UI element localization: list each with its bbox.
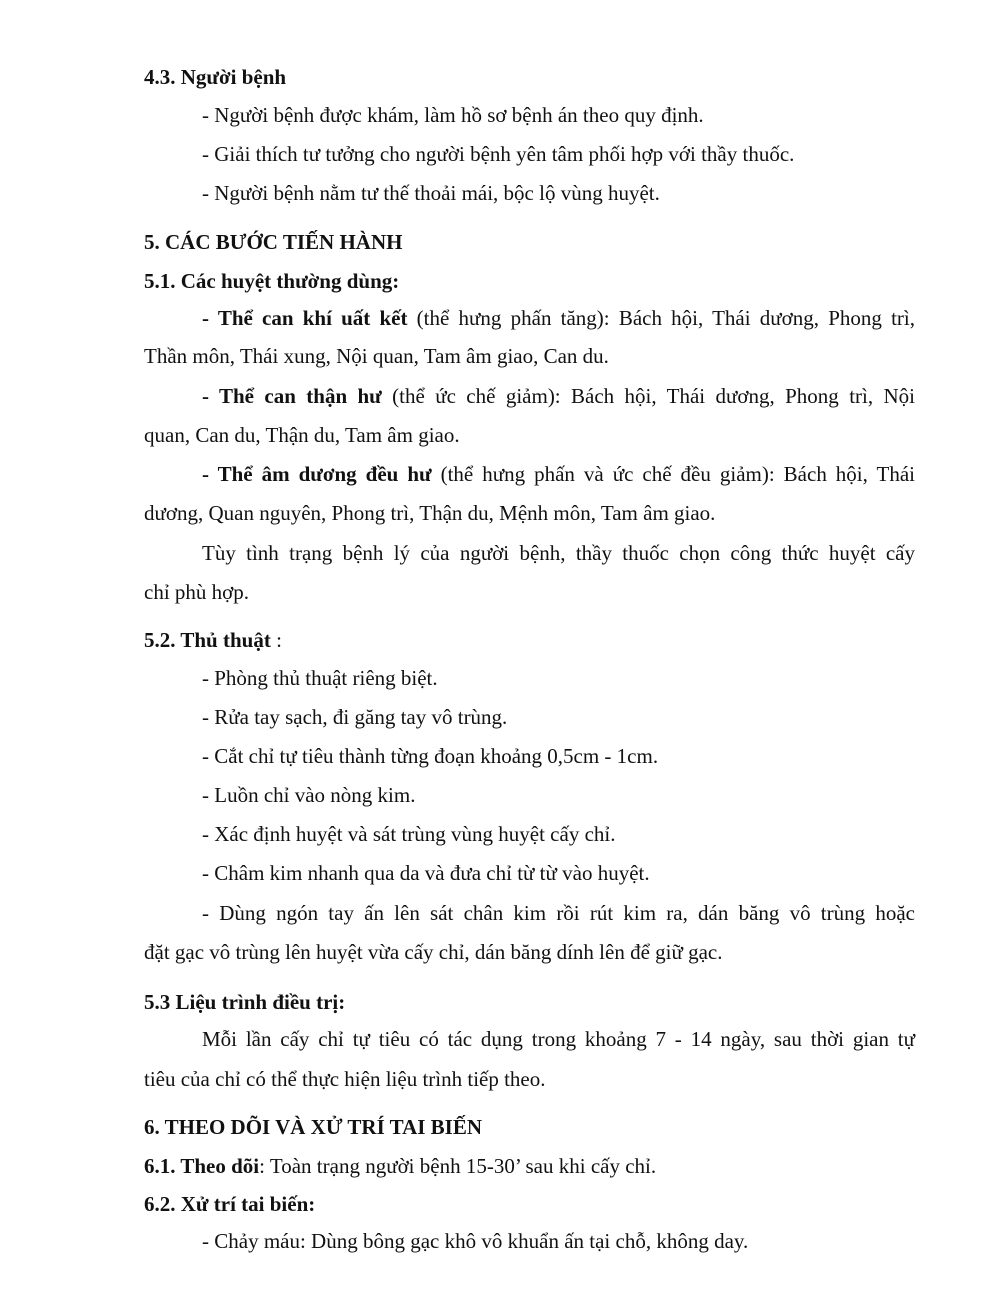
treatment-line2: tiêu của chỉ có thể thực hiện liệu trình tiếp theo.	[144, 1067, 546, 1091]
note-line2: chỉ phù hợp.	[144, 580, 250, 604]
pattern-can-than-line1: - Thể can thận hư (thể ức chế giảm): Bách hội, Thái dương, Phong trì, Nội	[202, 384, 915, 408]
note-line1: Tùy tình trạng bệnh lý của người bệnh, thầy thuốc chọn công thức huyệt cấy	[202, 541, 915, 565]
pattern-can-than-line2: quan, Can du, Thận du, Tam âm giao.	[144, 423, 460, 447]
list-item: - Phòng thủ thuật riêng biệt.	[202, 666, 438, 690]
list-item-last-line2: đặt gạc vô trùng lên huyệt vừa cấy chỉ, dán băng dính lên để giữ gạc.	[144, 940, 723, 964]
pattern-am-duong-line1: - Thể âm dương đều hư (thể hưng phấn và ức chế đều giảm): Bách hội, Thái	[202, 462, 915, 486]
list-item: - Xác định huyệt và sát trùng vùng huyệt cấy chỉ.	[202, 822, 616, 846]
treatment-line1: Mỗi lần cấy chỉ tự tiêu có tác dụng trong khoảng 7 - 14 ngày, sau thời gian tự	[202, 1027, 915, 1051]
pattern-can-khi-line2: Thần môn, Thái xung, Nội quan, Tam âm giao, Can du.	[144, 344, 609, 368]
list-item: - Cắt chỉ tự tiêu thành từng đoạn khoảng 0,5cm - 1cm.	[202, 744, 659, 768]
section-6-heading: 6. THEO DÕI VÀ XỬ TRÍ TAI BIẾN	[144, 1115, 483, 1139]
section-6-1: 6.1. Theo dõi: Toàn trạng người bệnh 15-30’ sau khi cấy chỉ.	[144, 1154, 657, 1178]
list-item: - Châm kim nhanh qua da và đưa chỉ từ từ vào huyệt.	[202, 861, 650, 885]
pattern-can-khi-line1: - Thể can khí uất kết (thể hưng phấn tăng): Bách hội, Thái dương, Phong trì,	[202, 306, 915, 330]
pattern-am-duong-line2: dương, Quan nguyên, Phong trì, Thận du, Mệnh môn, Tam âm giao.	[144, 501, 716, 525]
list-item-last-line1: - Dùng ngón tay ấn lên sát chân kim rồi rút kim ra, dán băng vô trùng hoặc	[202, 901, 915, 925]
list-item: - Chảy máu: Dùng bông gạc khô vô khuẩn ấn tại chỗ, không day.	[202, 1229, 749, 1253]
section-6-2-heading: 6.2. Xử trí tai biến:	[144, 1192, 316, 1216]
list-item: - Người bệnh nằm tư thế thoải mái, bộc lộ vùng huyệt.	[202, 181, 660, 205]
list-item: - Rửa tay sạch, đi găng tay vô trùng.	[202, 705, 508, 729]
list-item: - Luồn chỉ vào nòng kim.	[202, 783, 416, 807]
list-item: - Giải thích tư tưởng cho người bệnh yên tâm phối hợp với thầy thuốc.	[202, 142, 795, 166]
list-item: - Người bệnh được khám, làm hồ sơ bệnh án theo quy định.	[202, 103, 704, 127]
section-5-heading: 5. CÁC BƯỚC TIẾN HÀNH	[144, 230, 403, 254]
section-5-2-heading: 5.2. Thủ thuật :	[144, 628, 282, 652]
section-4-3-heading: 4.3. Người bệnh	[144, 65, 287, 89]
section-5-1-heading: 5.1. Các huyệt thường dùng:	[144, 269, 400, 293]
section-5-3-heading: 5.3 Liệu trình điều trị:	[144, 990, 346, 1014]
